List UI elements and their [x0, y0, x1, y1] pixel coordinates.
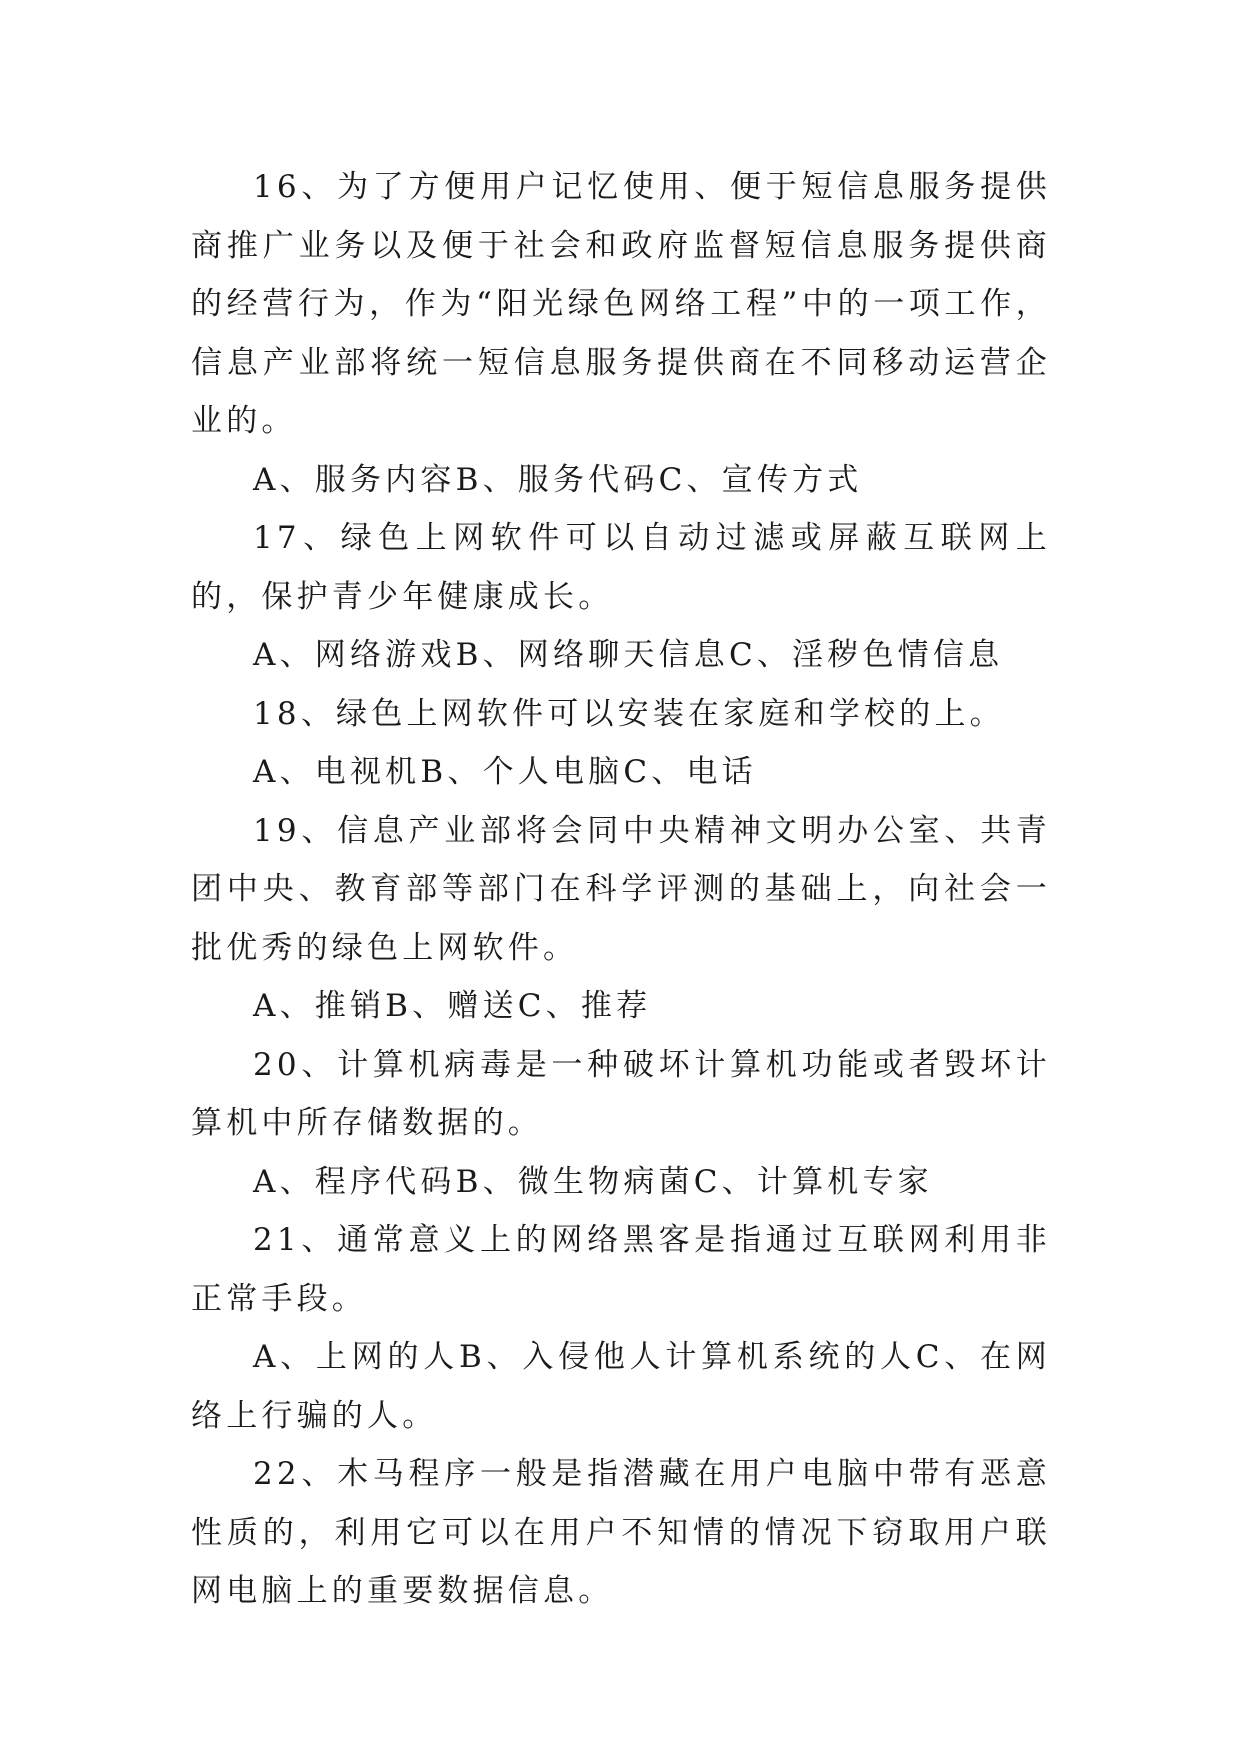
question-16-options: A、服务内容B、服务代码C、宣传方式 [253, 461, 863, 498]
question-20-stem: 20、计算机病毒是一种破坏计算机功能或者毁坏计算机中所存储数据的。 [191, 1046, 1051, 1141]
document-page [191, 158, 1051, 1621]
question-19-options: A、推销B、赠送C、推荐 [253, 988, 652, 1024]
question-18-stem: 18、绿色上网软件可以安装在家庭和学校的上。 [253, 695, 1005, 732]
question-21-stem: 21、通常意义上的网络黑客是指通过互联网利用非正常手段。 [191, 1222, 1051, 1317]
question-18-options: A、电视机B、个人电脑C、电话 [253, 754, 757, 790]
question-16-stem: 16、为了方便用户记忆使用、便于短信息服务提供商推广业务以及便于社会和政府监督短信息服务提供商的经营行为，作为“阳光绿色网络工程”中的一项工作，信息产业部将统一短信息服务提供商在不同移动运营企业的。 [191, 169, 1051, 439]
question-19-stem: 19、信息产业部将会同中央精神文明办公室、共青团中央、教育部等部门在科学评测的基础上，向社会一批优秀的绿色上网软件。 [191, 812, 1051, 966]
question-17-options: A、网络游戏B、网络聊天信息C、淫秽色情信息 [253, 637, 1004, 673]
question-17-stem: 17、绿色上网软件可以自动过滤或屏蔽互联网上的，保护青少年健康成长。 [191, 520, 1051, 615]
question-22-stem: 22、木马程序一般是指潜藏在用户电脑中带有恶意性质的，利用它可以在用户不知情的情况下窃取用户联网电脑上的重要数据信息。 [191, 1456, 1051, 1609]
question-21-options: A、上网的人B、入侵他人计算机系统的人C、在网络上行骗的人。 [191, 1339, 1051, 1434]
question-20-options: A、程序代码B、微生物病菌C、计算机专家 [253, 1163, 933, 1200]
